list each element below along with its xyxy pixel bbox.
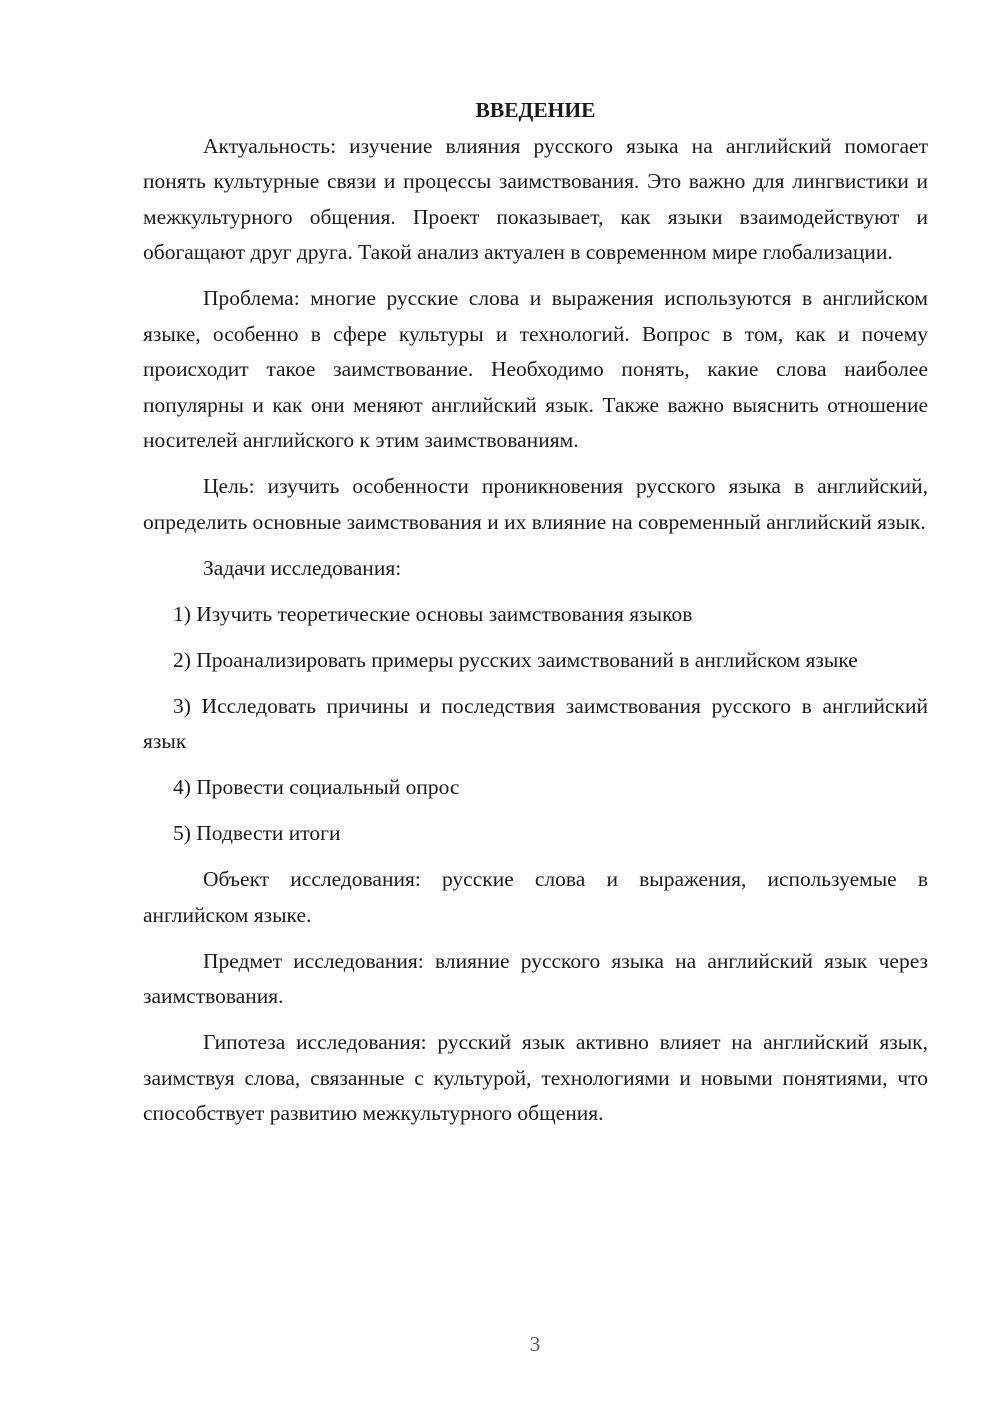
task-item-1: 1) Изучить теоретические основы заимствования языков [173,601,693,626]
paragraph-problem: Проблема: многие русские слова и выражения используются в английском языке, особенно в сфере культуры и технологий. Вопрос в том, как и почему происходит такое заимствование. Необходимо понять, какие слова наиболее популярны и как они меняют английский язык. Также важно выяснить отношение носителей английского к этим заимствованиям. [143,286,928,452]
task-item-2: 2) Проанализировать примеры русских заимствований в английском языке [173,647,858,672]
paragraph-hypothesis: Гипотеза исследования: русский язык активно влияет на английский язык, заимствуя слова, связанные с культурой, технологиями и новыми понятиями, что способствует развитию межкультурного общения. [143,1030,928,1125]
page-number: 3 [529,1332,541,1356]
page-content [143,93,928,1142]
paragraph-relevance: Актуальность: изучение влияния русского языка на английский помогает понять культурные связи и процессы заимствования. Это важно для лингвистики и межкультурного общения. Проект показывает, как языки взаимодействуют и обогащают друг друга. Такой анализ актуален в современном мире глобализации. [143,133,928,264]
section-title: ВВЕДЕНИЕ [475,98,596,122]
paragraph-subject: Предмет исследования: влияние русского языка на английский язык через заимствования. [143,948,928,1008]
paragraph-object: Объект исследования: русские слова и выражения, используемые в английском языке. [143,867,928,927]
tasks-heading: Задачи исследования: [203,555,402,580]
paragraph-goal: Цель: изучить особенности проникновения русского языка в английский, определить основные заимствования и их влияние на современный английский язык. [143,474,928,534]
task-item-3: 3) Исследовать причины и последствия заимствования русского в английский язык [143,693,928,753]
task-item-5: 5) Подвести итоги [173,821,341,845]
task-item-4: 4) Провести социальный опрос [173,775,460,799]
